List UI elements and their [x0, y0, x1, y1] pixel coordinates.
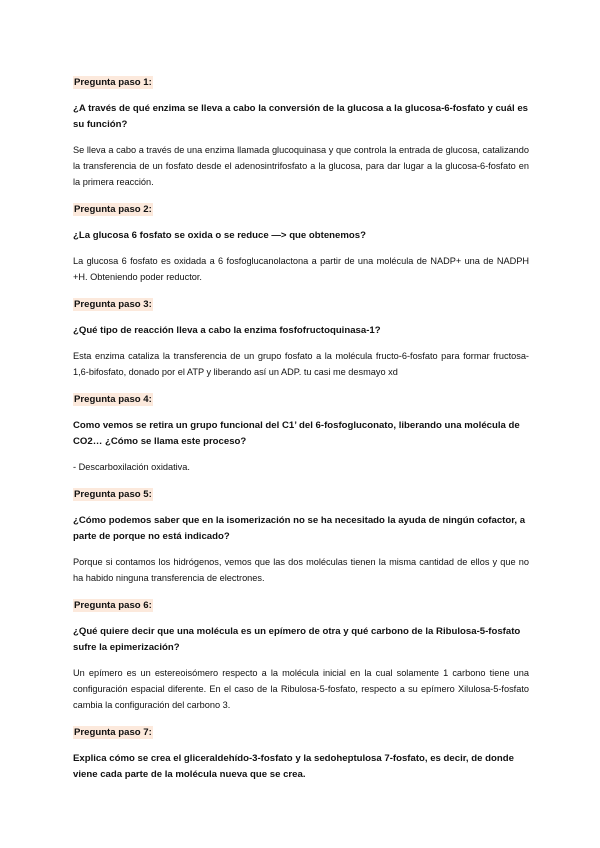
step-label: Pregunta paso 5: [74, 489, 152, 500]
step-label: Pregunta paso 2: [74, 204, 152, 215]
section-step-1 [73, 72, 529, 190]
section-step-6 [73, 595, 529, 713]
step-label: Pregunta paso 4: [74, 394, 152, 405]
section-step-3 [73, 294, 529, 380]
answer-text: Un epímero es un estereoisómero respecto a la molécula inicial en la cual solamente 1 carbono tiene una configuración espacial diferente. En el caso de la Ribulosa-5-fosfato, respecto a su epímero Xilulosa-5-fosfato cambia la configuración del carbono 3. [73, 668, 529, 710]
answer-text: La glucosa 6 fosfato es oxidada a 6 fosfoglucanolactona a partir de una molécula de NADP+ una de NADPH +H. Obteniendo poder reductor. [73, 256, 529, 282]
question-text: Explica cómo se crea el gliceraldehído-3-fosfato y la sedoheptulosa 7-fosfato, es decir, de donde viene cada parte de la molécula nueva que se crea. [73, 753, 514, 780]
answer-text: Porque si contamos los hidrógenos, vemos que las dos moléculas tienen la misma cantidad de ellos y que no ha habido ninguna transferencia de electrones. [73, 557, 529, 583]
step-label: Pregunta paso 7: [74, 727, 152, 738]
answer-text: Esta enzima cataliza la transferencia de un grupo fosfato a la molécula fructo-6-fosfato para formar fructosa-1,6-bifosfato, donado por el ATP y liberando así un ADP. tu casi me desmayo xd [73, 351, 529, 377]
step-label: Pregunta paso 6: [74, 600, 152, 611]
section-step-7 [73, 722, 529, 783]
section-step-2 [73, 199, 529, 285]
question-text: ¿La glucosa 6 fosfato se oxida o se reduce —> que obtenemos? [73, 230, 366, 241]
document-content [73, 72, 529, 783]
section-step-4 [73, 389, 529, 475]
question-text: ¿Qué tipo de reacción lleva a cabo la enzima fosfofructoquinasa-1? [73, 325, 381, 336]
question-text: ¿Qué quiere decir que una molécula es un epímero de otra y qué carbono de la Ribulosa-5-fosfato sufre la epimerización? [73, 626, 521, 653]
question-text: ¿A través de qué enzima se lleva a cabo la conversión de la glucosa a la glucosa-6-fosfato y cuál es su función? [73, 103, 528, 130]
answer-text: - Descarboxilación oxidativa. [73, 462, 190, 472]
step-label: Pregunta paso 3: [74, 299, 152, 310]
question-text: Como vemos se retira un grupo funcional del C1’ del 6-fosfogluconato, liberando una molécula de CO2… ¿Cómo se llama este proceso? [73, 420, 520, 447]
question-text: ¿Cómo podemos saber que en la isomerización no se ha necesitado la ayuda de ningún cofactor, a parte de porque no está indicado? [73, 515, 526, 542]
section-step-5 [73, 484, 529, 586]
step-label: Pregunta paso 1: [74, 77, 152, 88]
answer-text: Se lleva a cabo a través de una enzima llamada glucoquinasa y que controla la entrada de glucosa, catalizando la transferencia de un fosfato desde el adenosintrifosfato a la glucosa, para dar lugar a la glucosa-6-fosfato en la primera reacción. [73, 145, 529, 187]
